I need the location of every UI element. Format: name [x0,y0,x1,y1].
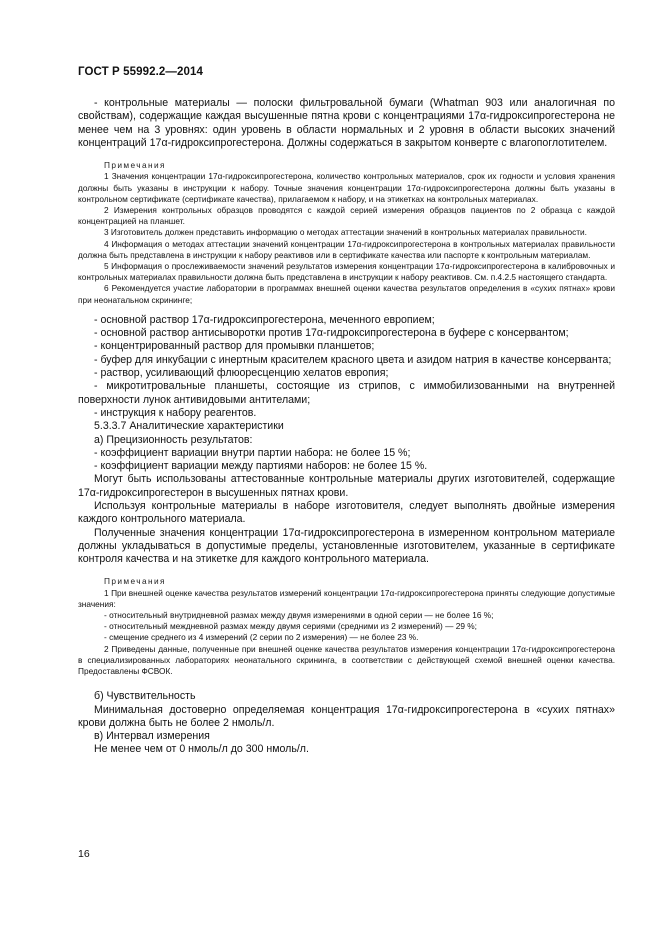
list-item: - основной раствор антисыворотки против 17α-гидроксипрогестерона в буфере с консервантом; [94,327,569,340]
notes-title: Примечания [104,576,166,587]
note-item: - относительный междневной размах между двумя сериями (средними из 2 измерений) — 29 %; [104,621,477,632]
body-paragraph: Не менее чем от 0 нмоль/л до 300 нмоль/л. [94,743,309,756]
reagent-list [78,314,615,420]
page-content [78,97,615,757]
body-paragraph: Полученные значения концентрации 17α-гидроксипрогестерона в измеренном контрольном материале должны укладываться в допустимые пределы, установленные изготовителем, указанные в сертификате контроля качества и на этикетке для каждого контрольного материала. [78,526,615,566]
note-item: 6 Рекомендуется участие лаборатории в программах внешней оценки качества результатов определения в «сухих пятнах» крови при неонатальном скрининге; [78,283,615,305]
subsection-c-heading: в) Интервал измерения [94,730,210,743]
list-item: - концентрированный раствор для промывки планшетов; [94,340,375,353]
page-number: 16 [78,848,90,860]
list-item: - основной раствор 17α-гидроксипрогестерона, меченного европием; [94,313,435,326]
body-paragraph: Минимальная достоверно определяемая концентрация 17α-гидроксипрогестерона в «сухих пятнах» крови должна быть не более 2 нмоль/л. [78,703,615,729]
note-item: 2 Измерения контрольных образцов проводятся с каждой серией измерения образцов пациентов по 2 образца с каждой концентрацией на планшет. [78,205,615,227]
section-heading: 5.3.3.7 Аналитические характеристики [94,420,284,433]
list-item: - коэффициент вариации внутри партии набора: не более 15 %; [94,446,411,459]
control-materials-paragraph: - контрольные материалы — полоски фильтровальной бумаги (Whatman 903 или аналогичная по свойствам), содержащие каждая высушенные пятна крови с концентрациями 17α-гидроксипрогестерона не менее чем на 3 уровнях: один уровень в области нормальных и 2 уровня в области высоких значений концентраций 17α-гидроксипрогестерона. Должны содержаться в закрытом конверте с влагопоглотителем. [78,97,615,149]
notes-block-2 [78,576,615,677]
note-item: 3 Изготовитель должен представить информацию о методах аттестации значений в контрольных материалах правильности. [104,227,587,238]
body-paragraph: Используя контрольные материалы в наборе изготовителя, следует выполнять двойные измерения каждого контрольного материала. [78,499,615,526]
note-item: 4 Информация о методах аттестации значений концентрации 17α-гидроксипрогестерона в контрольных материалах правильности должна быть представлена в инструкции к набору реактивов или в сертификате качества или паспорте к контрольным материалам. [78,238,615,260]
note-item: 2 Приведены данные, полученные при внешней оценке качества результатов измерения концентрации 17α-гидроксипрогестерона в специализированных лабораториях неонатального скрининга, в соответствии с действующей схемой внешней оценки качества. Предоставлены ФСВОК. [78,643,615,677]
note-item: 1 Значения концентрации 17α-гидроксипрогестерона, количество контрольных материалов, срок их годности и условия хранения должны быть указаны в инструкции к набору. Точные значения концентрации 17α-гидроксипрогестерона должны быть указаны в контрольном сертификате (сертификате качества), прилагаемом к набору, и на этикетках на контрольных материалах. [78,171,615,204]
notes-title: Примечания [104,160,166,171]
list-item: - инструкция к набору реагентов. [94,406,257,419]
note-item: - смещение среднего из 4 измерений (2 серии по 2 измерения) — не более 23 %. [104,632,419,643]
list-item: - микротитровальные планшеты, состоящие из стрипов, с иммобилизованными на внутренней поверхности лунок антивидовыми антителами; [78,380,615,406]
list-item: - коэффициент вариации между партиями наборов: не более 15 %. [94,460,428,473]
note-item: - относительный внутридневной размах между двумя измерениями в одной серии — не более 16 %; [104,610,494,621]
note-item: 5 Информация о прослеживаемости значений результатов измерения концентрации 17α-гидроксипрогестерона в калибровочных и контрольных материалах правильности должна быть представлена в инструкции к набору реактивов. См. п.4.2.5 настоящего стандарта. [78,261,615,283]
subsection-a-heading: а) Прецизионность результатов: [94,433,253,446]
list-item: - буфер для инкубации с инертным красителем красного цвета и азидом натрия в качестве консерванта; [94,353,612,366]
notes-block-1 [78,160,615,306]
list-item: - раствор, усиливающий флюоресценцию хелатов европия; [94,367,389,380]
body-paragraph: Могут быть использованы аттестованные контрольные материалы других изготовителей, содержащие 17α-гидроксипрогестерон в высушенных пятнах крови. [78,473,615,499]
note-item: 1 При внешней оценке качества результатов измерений концентрации 17α-гидроксипрогестерона приняты следующие допустимые значения: [78,587,615,609]
document-code-header: ГОСТ Р 55992.2—2014 [78,66,203,78]
subsection-b-heading: б) Чувствительность [94,690,196,703]
